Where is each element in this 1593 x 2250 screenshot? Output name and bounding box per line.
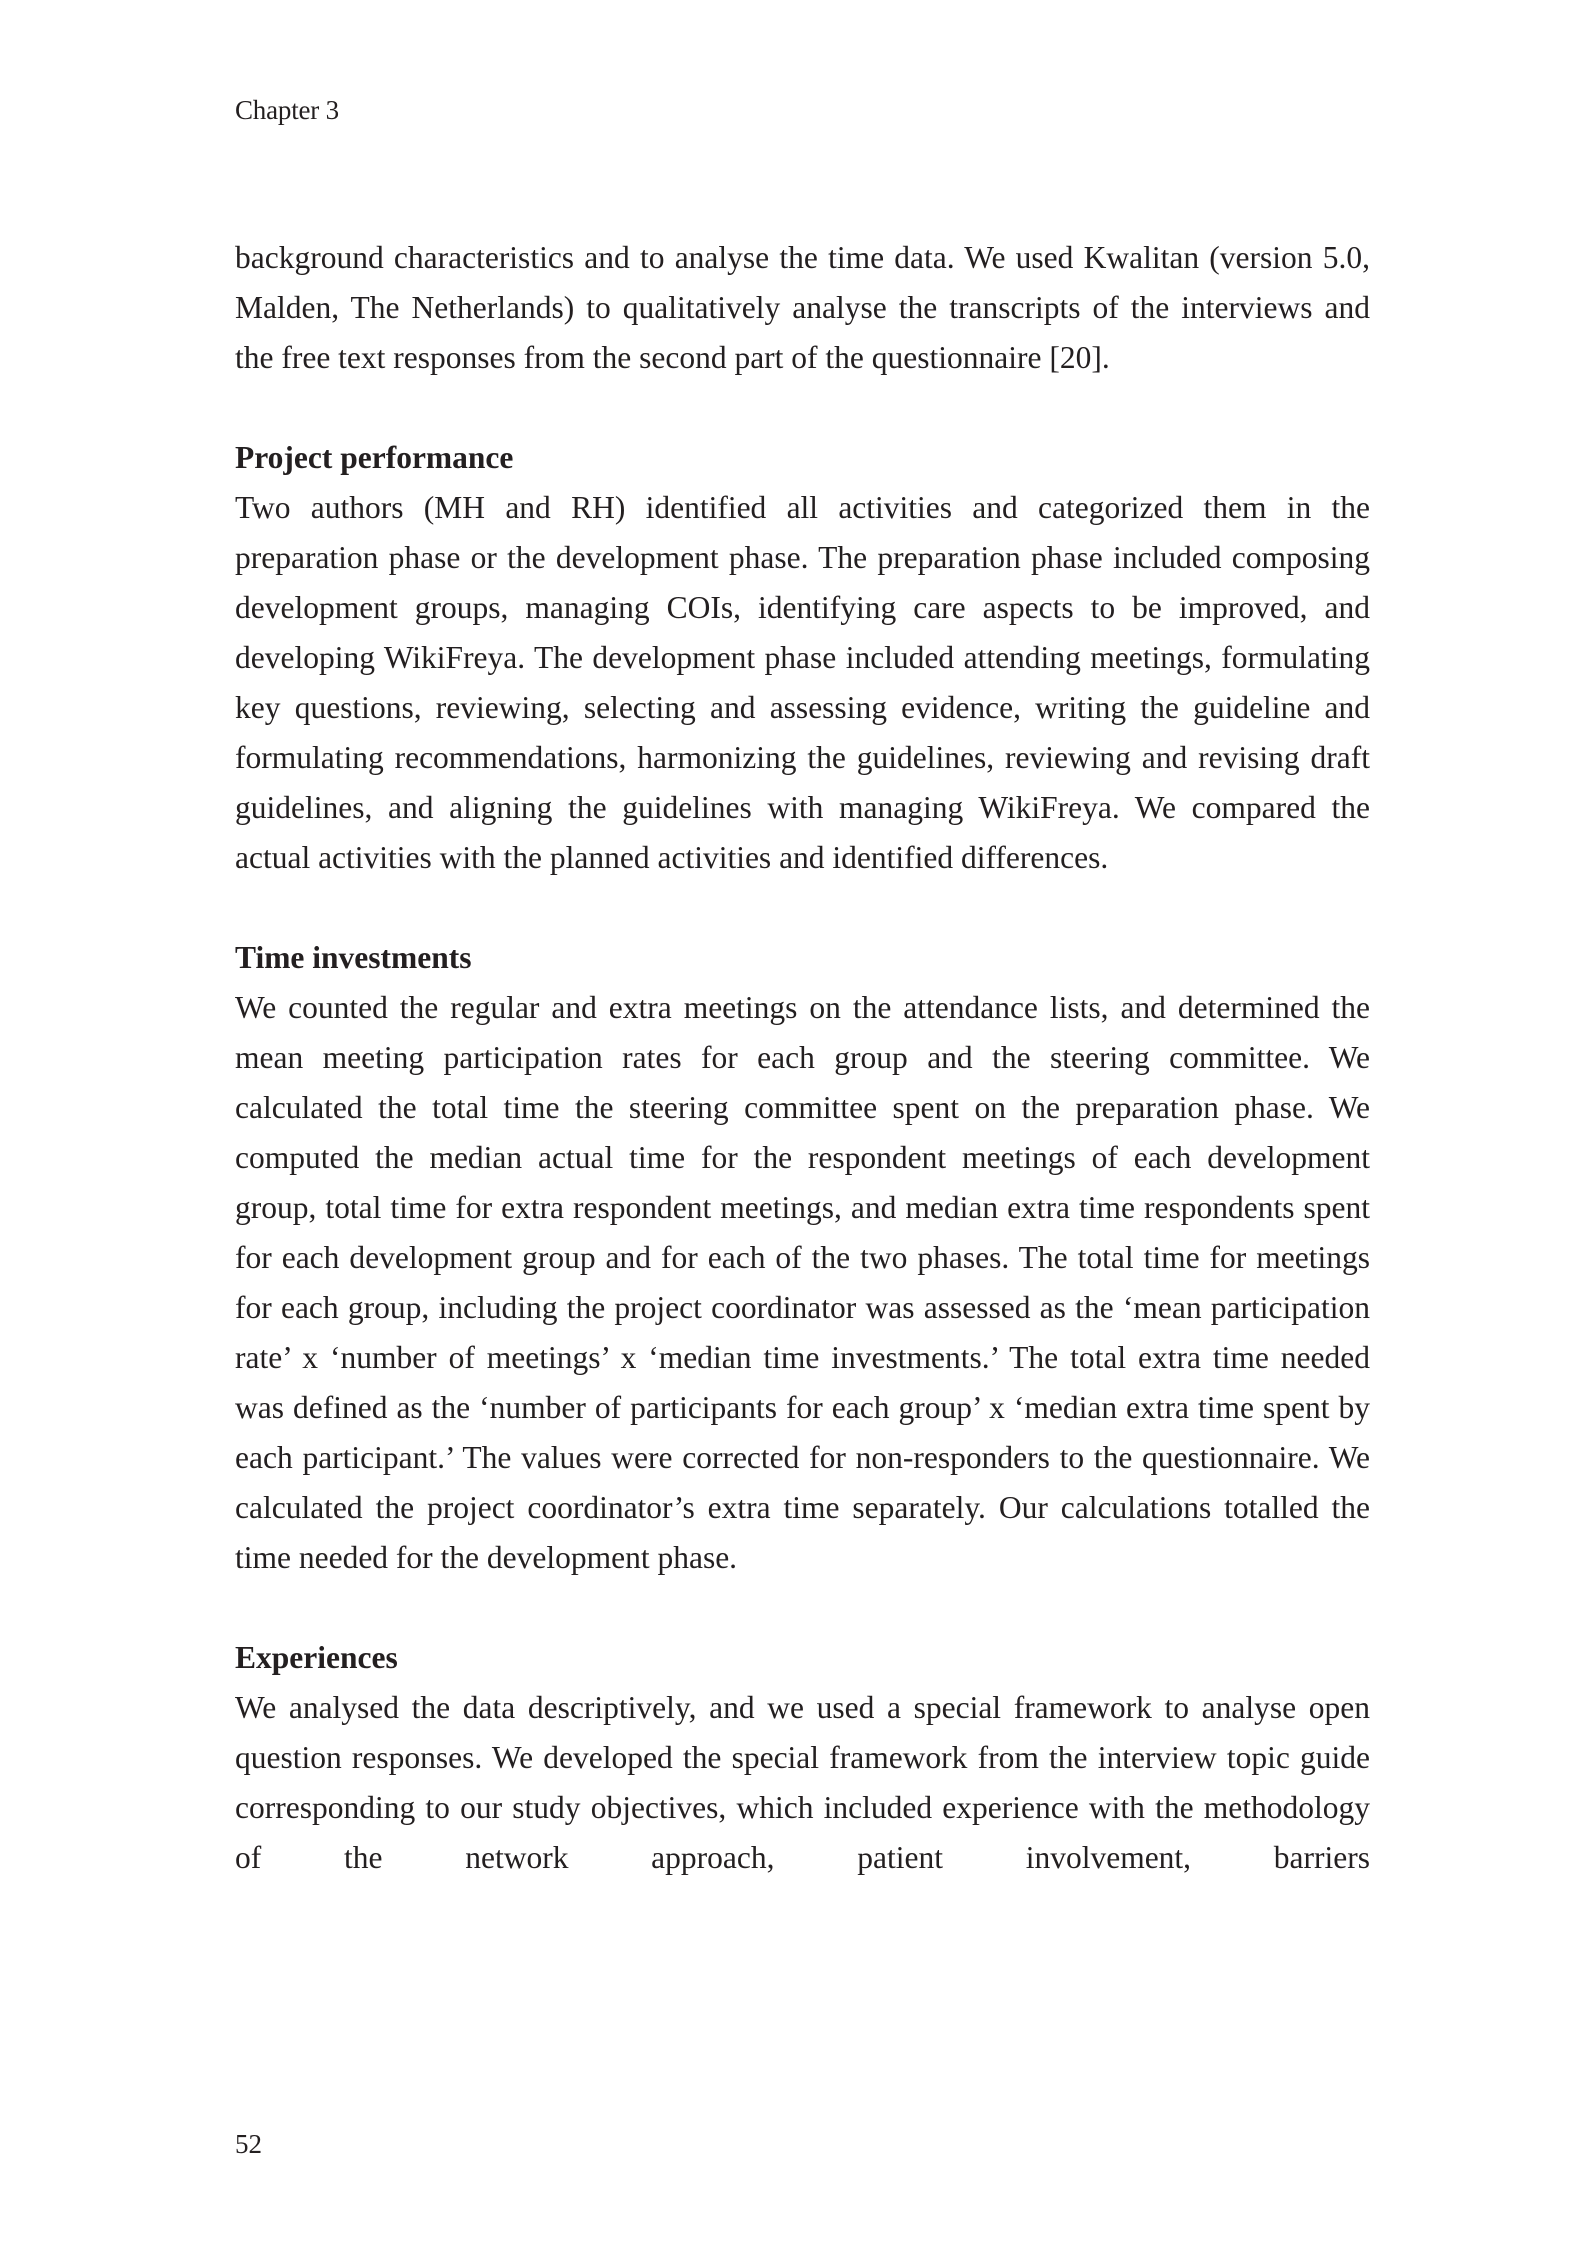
section-experiences bbox=[235, 1633, 1370, 1883]
section-paragraph: We counted the regular and extra meetings on the attendance lists, and determined the mean meeting participation rates for each group and the steering committee. We calculated the total time the steering committee spent on the preparation phase. We computed the median actual time for the respondent meetings of each development group, total time for extra respondent meetings, and median extra time respondents spent for each development group and for each of the two phases. The total time for meetings for each group, including the project coordinator was assessed as the ‘mean participation rate’ x ‘number of meetings’ x ‘median time investments.’ The total extra time needed was defined as the ‘number of participants for each group’ x ‘median extra time spent by each participant.’ The values were corrected for non-responders to the questionnaire. We calculated the project coordinator’s extra time separately. Our calculations totalled the time needed for the development phase. bbox=[235, 990, 1370, 1575]
section-heading: Project performance bbox=[235, 440, 514, 475]
section-paragraph: We analysed the data descriptively, and we used a special framework to analyse open question responses. We developed the special framework from the interview topic guide corresponding to our study objectives, which included experience with the methodology of the network approach, patient involvement, barriers bbox=[235, 1690, 1370, 1875]
body-text bbox=[235, 233, 1370, 1883]
section-paragraph: Two authors (MH and RH) identified all activities and categorized them in the preparation phase or the development phase. The preparation phase included composing development groups, managing COIs, identifying care aspects to be improved, and developing WikiFreya. The development phase included attending meetings, formulating key questions, reviewing, selecting and assessing evidence, writing the guideline and formulating recommendations, harmonizing the guidelines, reviewing and revising draft guidelines, and aligning the guidelines with managing WikiFreya. We compared the actual activities with the planned activities and identified differences. bbox=[235, 490, 1370, 875]
running-header-chapter: Chapter 3 bbox=[235, 95, 339, 125]
section-project-performance bbox=[235, 433, 1370, 883]
intro-paragraph: background characteristics and to analyse the time data. We used Kwalitan (version 5.0, Malden, The Netherlands) to qualitatively analyse the transcripts of the interviews and the free text responses from the second part of the questionnaire [20]. bbox=[235, 240, 1370, 375]
page-number: 52 bbox=[235, 2129, 262, 2159]
section-heading: Time investments bbox=[235, 940, 472, 975]
section-heading: Experiences bbox=[235, 1640, 398, 1675]
section-time-investments bbox=[235, 933, 1370, 1583]
